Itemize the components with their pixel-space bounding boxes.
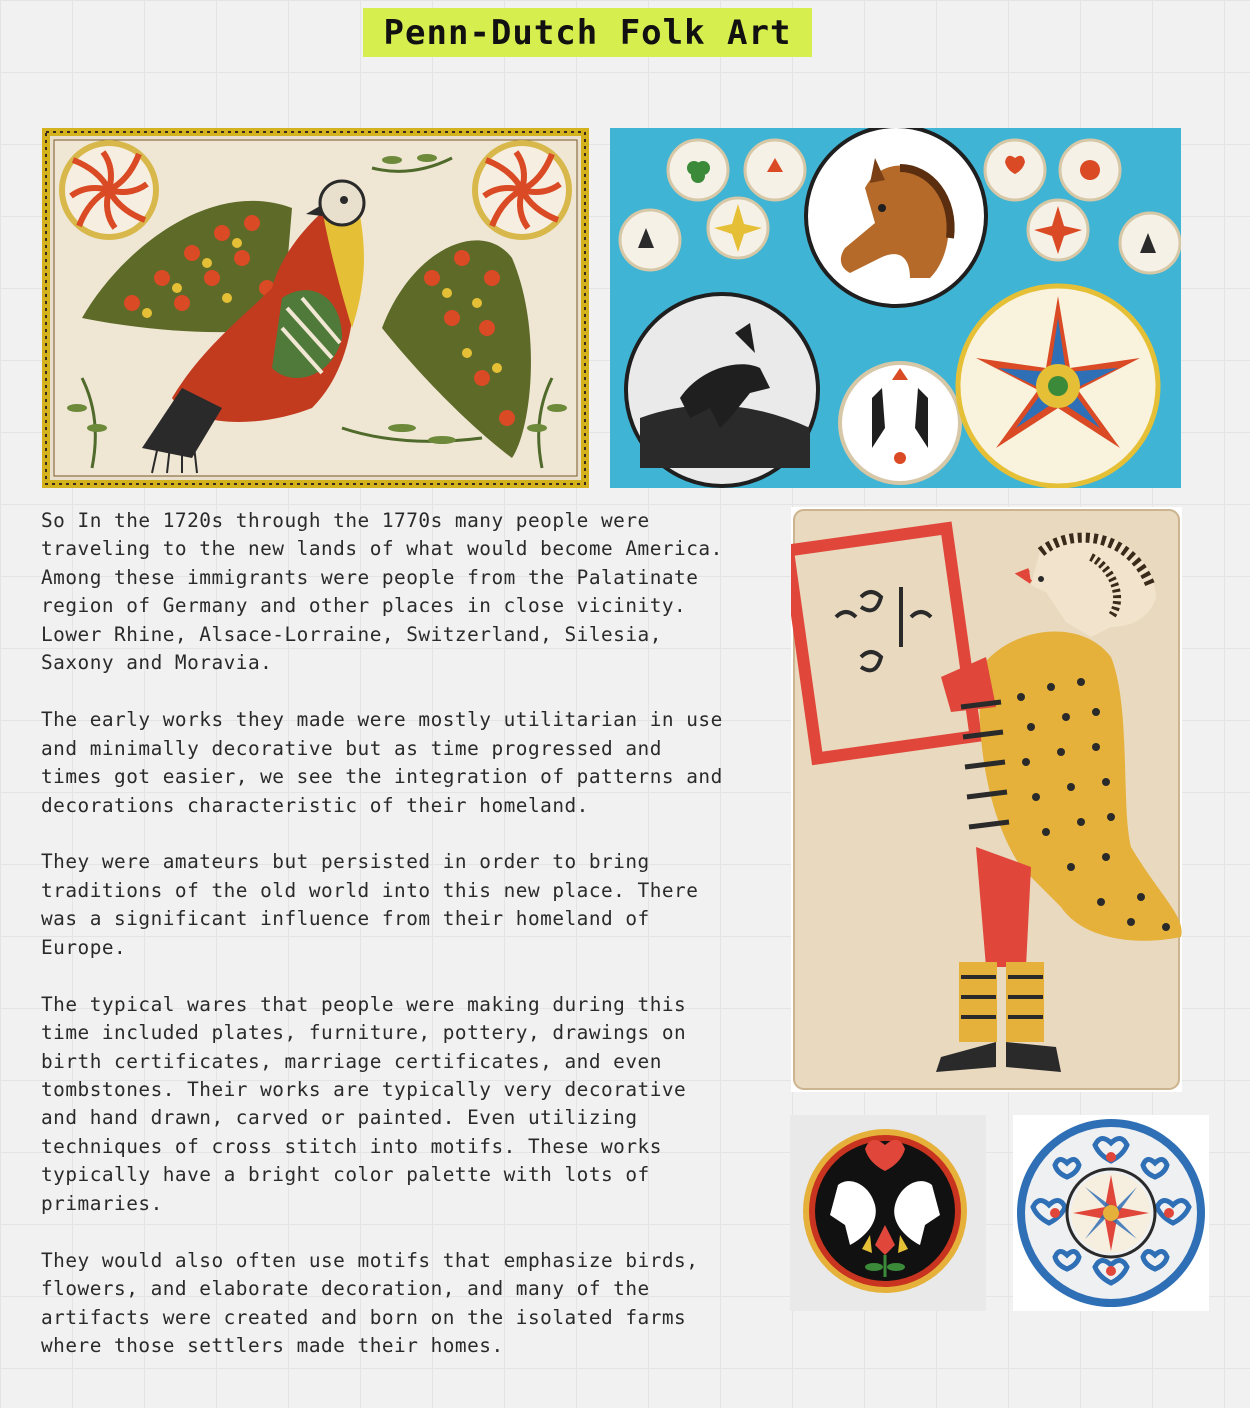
paragraph-4: The typical wares that people were making during this time included plates, furniture, pottery, drawings on birth certificates, marriage certificates, and even tombstones. Their works are typically very decorative and hand drawn, carved or painted. Even utilizing techniques of cross stitch into motifs. These works typically have a bright color palette with lots of primaries. (41, 992, 687, 1215)
unicorn-hex-plate-icon (790, 1115, 986, 1311)
paragraph-3: They were amateurs but persisted in order to bring traditions of the old world into this new place. There was a significant influence from their homeland of Europe. (41, 850, 699, 959)
page-title: Penn-Dutch Folk Art (363, 8, 812, 57)
fraktur-bird-drawing-icon (42, 128, 589, 488)
paragraph-5: They would also often use motifs that emphasize birds, flowers, and elaborate decoration, and many of the artifacts were created and born on the isolated farms where those settlers made their homes. (41, 1248, 699, 1358)
paragraph-1: So In the 1720s through the 1770s many people were traveling to the new lands of what would become America. Among these immigrants were people from the Palatinate region of Germany and other places in close vicinity. Lower Rhine, Alsace-Lorraine, Switzerland, Silesia, Saxony and Moravia. (41, 509, 723, 675)
unicorn-plate-image (790, 1115, 986, 1311)
article-body (41, 507, 731, 1389)
fraktur-bird-image (42, 128, 589, 488)
hearts-plate-image (1013, 1115, 1209, 1311)
fraktur-figure-image (791, 507, 1182, 1092)
hex-plates-image (610, 128, 1181, 488)
heart-star-hex-plate-icon (1013, 1115, 1209, 1311)
paragraph-2: The early works they made were mostly utilitarian in use and minimally decorative but as time progressed and times got easier, we see the integration of patterns and decorations characteristic of their homeland. (41, 708, 723, 817)
pinwheel-right (472, 140, 572, 240)
fraktur-schoolmaster-figure-icon (791, 507, 1182, 1092)
hex-sign-plates-collage-icon (610, 128, 1181, 488)
pinwheel-left (59, 140, 159, 240)
